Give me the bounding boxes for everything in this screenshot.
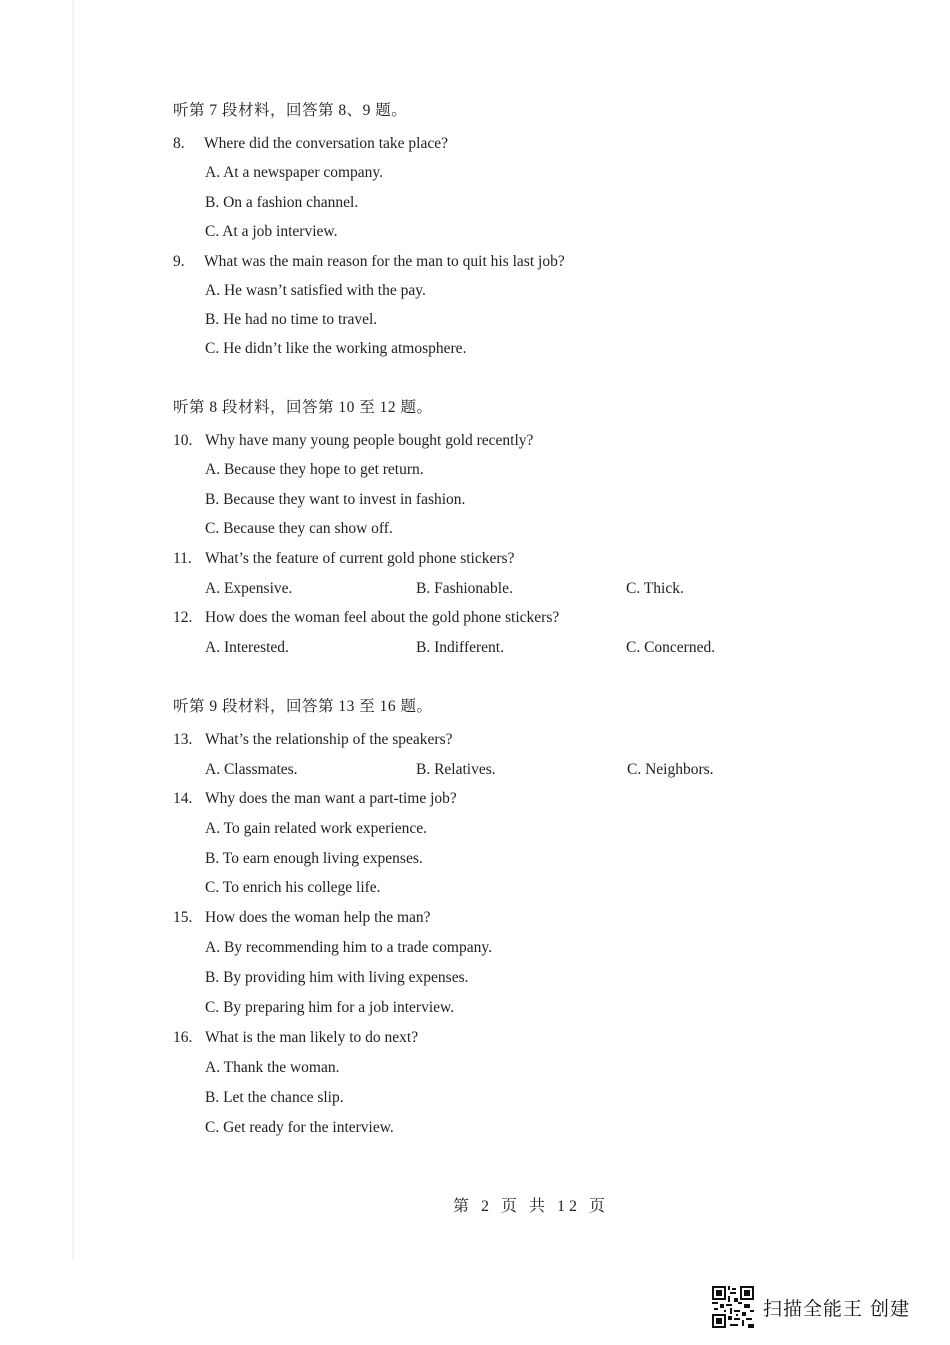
question-14	[173, 789, 457, 809]
question-text: What is the man likely to do next?	[205, 1029, 419, 1046]
question-text: How does the woman help the man?	[205, 909, 431, 926]
question-11	[173, 549, 515, 569]
question-text: Why does the man want a part-time job?	[205, 790, 457, 807]
option-9a: A. He wasn’t satisfied with the pay.	[205, 282, 426, 299]
question-9	[173, 252, 565, 272]
question-text: What’s the feature of current gold phone stickers?	[205, 550, 515, 567]
section-heading-8: 听第 8 段材料，回答第 10 至 12 题。	[173, 399, 433, 416]
option-14b: B. To earn enough living expenses.	[205, 850, 423, 867]
option-16a: A. Thank the woman.	[205, 1059, 340, 1076]
scan-edge	[72, 0, 74, 1260]
option-9b: B. He had no time to travel.	[205, 311, 378, 328]
question-text: Where did the conversation take place?	[204, 135, 449, 152]
question-text: What’s the relationship of the speakers?	[205, 731, 453, 748]
option-8a: A. At a newspaper company.	[205, 164, 384, 181]
option-13b: B. Relatives.	[416, 761, 496, 778]
option-11b: B. Fashionable.	[416, 580, 513, 597]
question-text: Why have many young people bought gold recently?	[205, 432, 534, 449]
option-14c: C. To enrich his college life.	[205, 879, 381, 896]
question-number: 15.	[173, 909, 193, 926]
question-text: What was the main reason for the man to quit his last job?	[204, 253, 565, 270]
option-15b: B. By providing him with living expenses.	[205, 969, 469, 986]
option-12a: A. Interested.	[205, 639, 289, 656]
option-8c: C. At a job interview.	[205, 223, 338, 240]
scanner-brand-label: 扫描全能王 创建	[763, 1298, 911, 1320]
question-number: 13.	[173, 731, 193, 748]
question-10	[173, 431, 534, 451]
question-number: 10.	[173, 432, 193, 449]
question-number: 11.	[173, 550, 192, 567]
question-number: 16.	[173, 1029, 193, 1046]
option-11c: C. Thick.	[626, 580, 684, 597]
question-15	[173, 908, 431, 928]
option-11a: A. Expensive.	[205, 580, 293, 597]
option-12b: B. Indifferent.	[416, 639, 504, 656]
question-16	[173, 1028, 419, 1048]
question-number: 9.	[173, 253, 185, 270]
option-10b: B. Because they want to invest in fashion.	[205, 491, 466, 508]
question-12	[173, 608, 560, 628]
option-14a: A. To gain related work experience.	[205, 820, 427, 837]
question-number: 12.	[173, 609, 193, 626]
question-text: How does the woman feel about the gold phone stickers?	[205, 609, 560, 626]
section-heading-9: 听第 9 段材料，回答第 13 至 16 题。	[173, 698, 433, 715]
option-8b: B. On a fashion channel.	[205, 194, 359, 211]
option-16b: B. Let the chance slip.	[205, 1089, 344, 1106]
section-heading-7: 听第 7 段材料，回答第 8、9 题。	[173, 102, 408, 119]
option-10a: A. Because they hope to get return.	[205, 461, 424, 478]
option-13a: A. Classmates.	[205, 761, 298, 778]
option-12c: C. Concerned.	[626, 639, 716, 656]
option-10c: C. Because they can show off.	[205, 520, 393, 537]
page-number: 第 2 页 共 12 页	[453, 1198, 610, 1215]
option-9c: C. He didn’t like the working atmosphere.	[205, 340, 467, 357]
qr-code-icon	[712, 1286, 754, 1328]
question-number: 8.	[173, 135, 185, 152]
option-13c: C. Neighbors.	[627, 761, 714, 778]
option-16c: C. Get ready for the interview.	[205, 1119, 394, 1136]
option-15c: C. By preparing him for a job interview.	[205, 999, 455, 1016]
question-number: 14.	[173, 790, 193, 807]
question-8	[173, 134, 449, 154]
question-13	[173, 730, 453, 750]
option-15a: A. By recommending him to a trade company.	[205, 939, 492, 956]
